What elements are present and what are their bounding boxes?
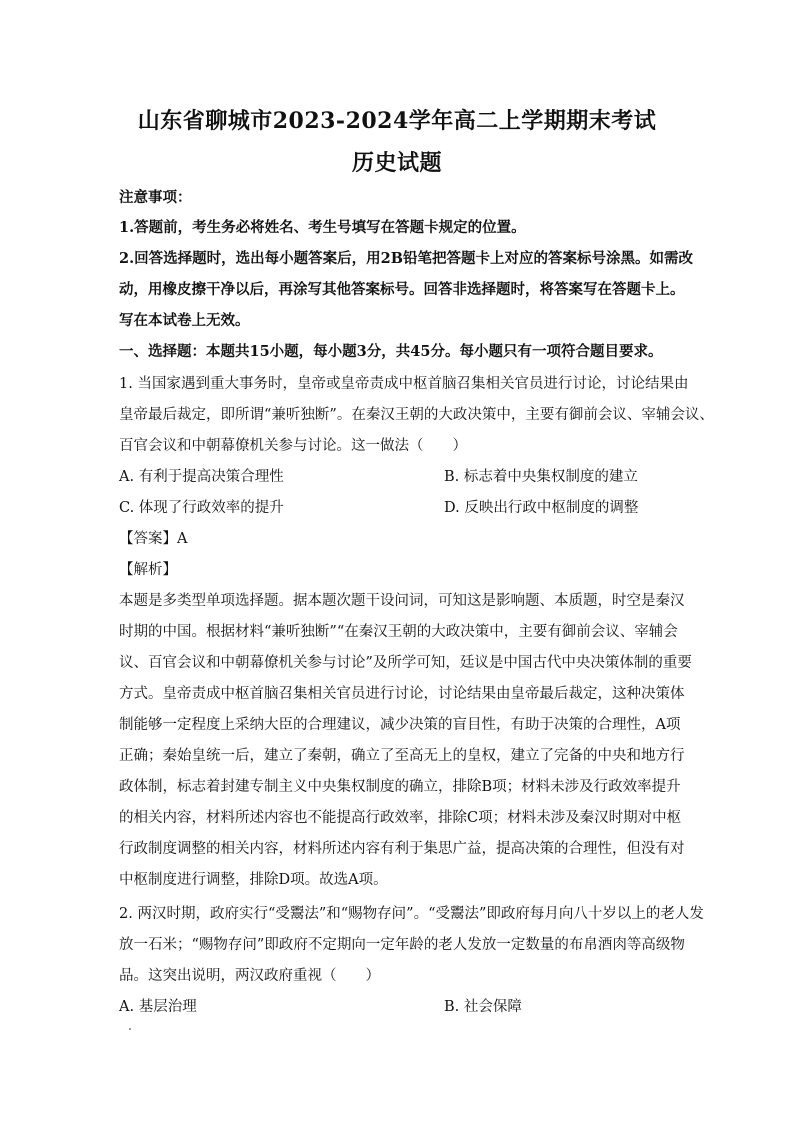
q1-analysis-line: 制能够一定程度上采纳大臣的合理建议，减少决策的盲目性，有助于决策的合理性，A项 — [119, 717, 681, 733]
q1-analysis-line: 方式。皇帝责成中枢首脑召集相关官员进行讨论，讨论结果由皇帝最后裁定，这种决策体 — [119, 686, 685, 702]
q1-option-d: D. 反映出行政中枢制度的调整 — [444, 500, 639, 516]
q1-analysis-line: 时期的中国。根据材料“兼听独断”“在秦汉王朝的大政决策中，主要有御前会议、宰辅会 — [119, 624, 678, 640]
q1-option-a: A. 有利于提高决策合理性 — [119, 469, 284, 485]
q1-analysis-line: 行政制度调整的相关内容，材料所述内容有利于集思广益，提高决策的合理性，但没有对 — [119, 841, 685, 857]
section-heading: 一、选择题：本题共15小题，每小题3分，共45分。每小题只有一项符合题目要求。 — [119, 343, 663, 360]
exam-title: 山东省聊城市2023-2024学年高二上学期期末考试 — [137, 108, 657, 134]
q1-analysis-line: 本题是多类型单项选择题。据本题次题干设问词，可知这是影响题、本质题，时空是秦汉 — [119, 593, 685, 609]
q1-answer: 【答案】A — [119, 531, 188, 547]
q1-stem-line-2: 皇帝最后裁定，即所谓“兼听独断”。在秦汉王朝的大政决策中，主要有御前会议、宰辅会议、 — [119, 407, 714, 423]
exam-subtitle: 历史试题 — [351, 150, 442, 176]
q1-stem-line-1: 1. 当国家遇到重大事务时，皇帝或皇帝责成中枢首脑召集相关官员进行讨论，讨论结果由 — [119, 376, 689, 392]
q2-stem-line-3: 品。这突出说明，两汉政府重视（ ） — [119, 968, 380, 984]
q2-option-b: B. 社会保障 — [444, 999, 522, 1015]
q2-stem-line-2: 放一石米；“赐物存问”即政府不定期向一定年龄的老人发放一定数量的布帛酒肉等高级物 — [119, 937, 685, 953]
q2-stem-line-1: 2. 两汉时期，政府实行“受鬻法”和“赐物存问”。“受鬻法”即政府每月向八十岁以上的老人发 — [119, 906, 704, 922]
q1-option-c: C. 体现了行政效率的提升 — [119, 500, 284, 516]
q1-analysis-heading: 【解析】 — [119, 562, 177, 578]
q1-analysis-line: 中枢制度进行调整，排除D项。故选A项。 — [119, 872, 388, 888]
scan-dot-mark — [129, 1028, 131, 1030]
q2-option-a: A. 基层治理 — [119, 999, 197, 1015]
q1-analysis-line: 的相关内容，材料所述内容也不能提高行政效率，排除C项；材料未涉及秦汉时期对中枢 — [119, 810, 682, 826]
q1-analysis-line: 政体制，标志着封建专制主义中央集权制度的确立，排除B项；材料未涉及行政效率提升 — [119, 779, 681, 795]
q1-option-b: B. 标志着中央集权制度的建立 — [444, 469, 638, 485]
notice-item-2-line-3: 写在本试卷上无效。 — [119, 312, 250, 329]
q1-stem-line-3: 百官会议和中朝幕僚机关参与讨论。这一做法（ ） — [119, 438, 467, 454]
notice-item-1: 1.答题前，考生务必将姓名、考生号填写在答题卡规定的位置。 — [119, 219, 526, 236]
q1-analysis-line: 正确；秦始皇统一后，建立了秦朝，确立了至高无上的皇权，建立了完备的中央和地方行 — [119, 748, 685, 764]
notice-item-2-line-2: 动，用橡皮擦干净以后，再涂写其他答案标号。回答非选择题时，将答案写在答题卡上。 — [119, 281, 685, 298]
q1-analysis-line: 议、百官会议和中朝幕僚机关参与讨论”及所学可知，廷议是中国古代中央决策体制的重要 — [119, 655, 692, 671]
notice-heading: 注意事项： — [119, 189, 192, 206]
notice-item-2-line-1: 2.回答选择题时，选出每小题答案后，用2B铅笔把答题卡上对应的答案标号涂黑。如需改 — [119, 250, 693, 267]
